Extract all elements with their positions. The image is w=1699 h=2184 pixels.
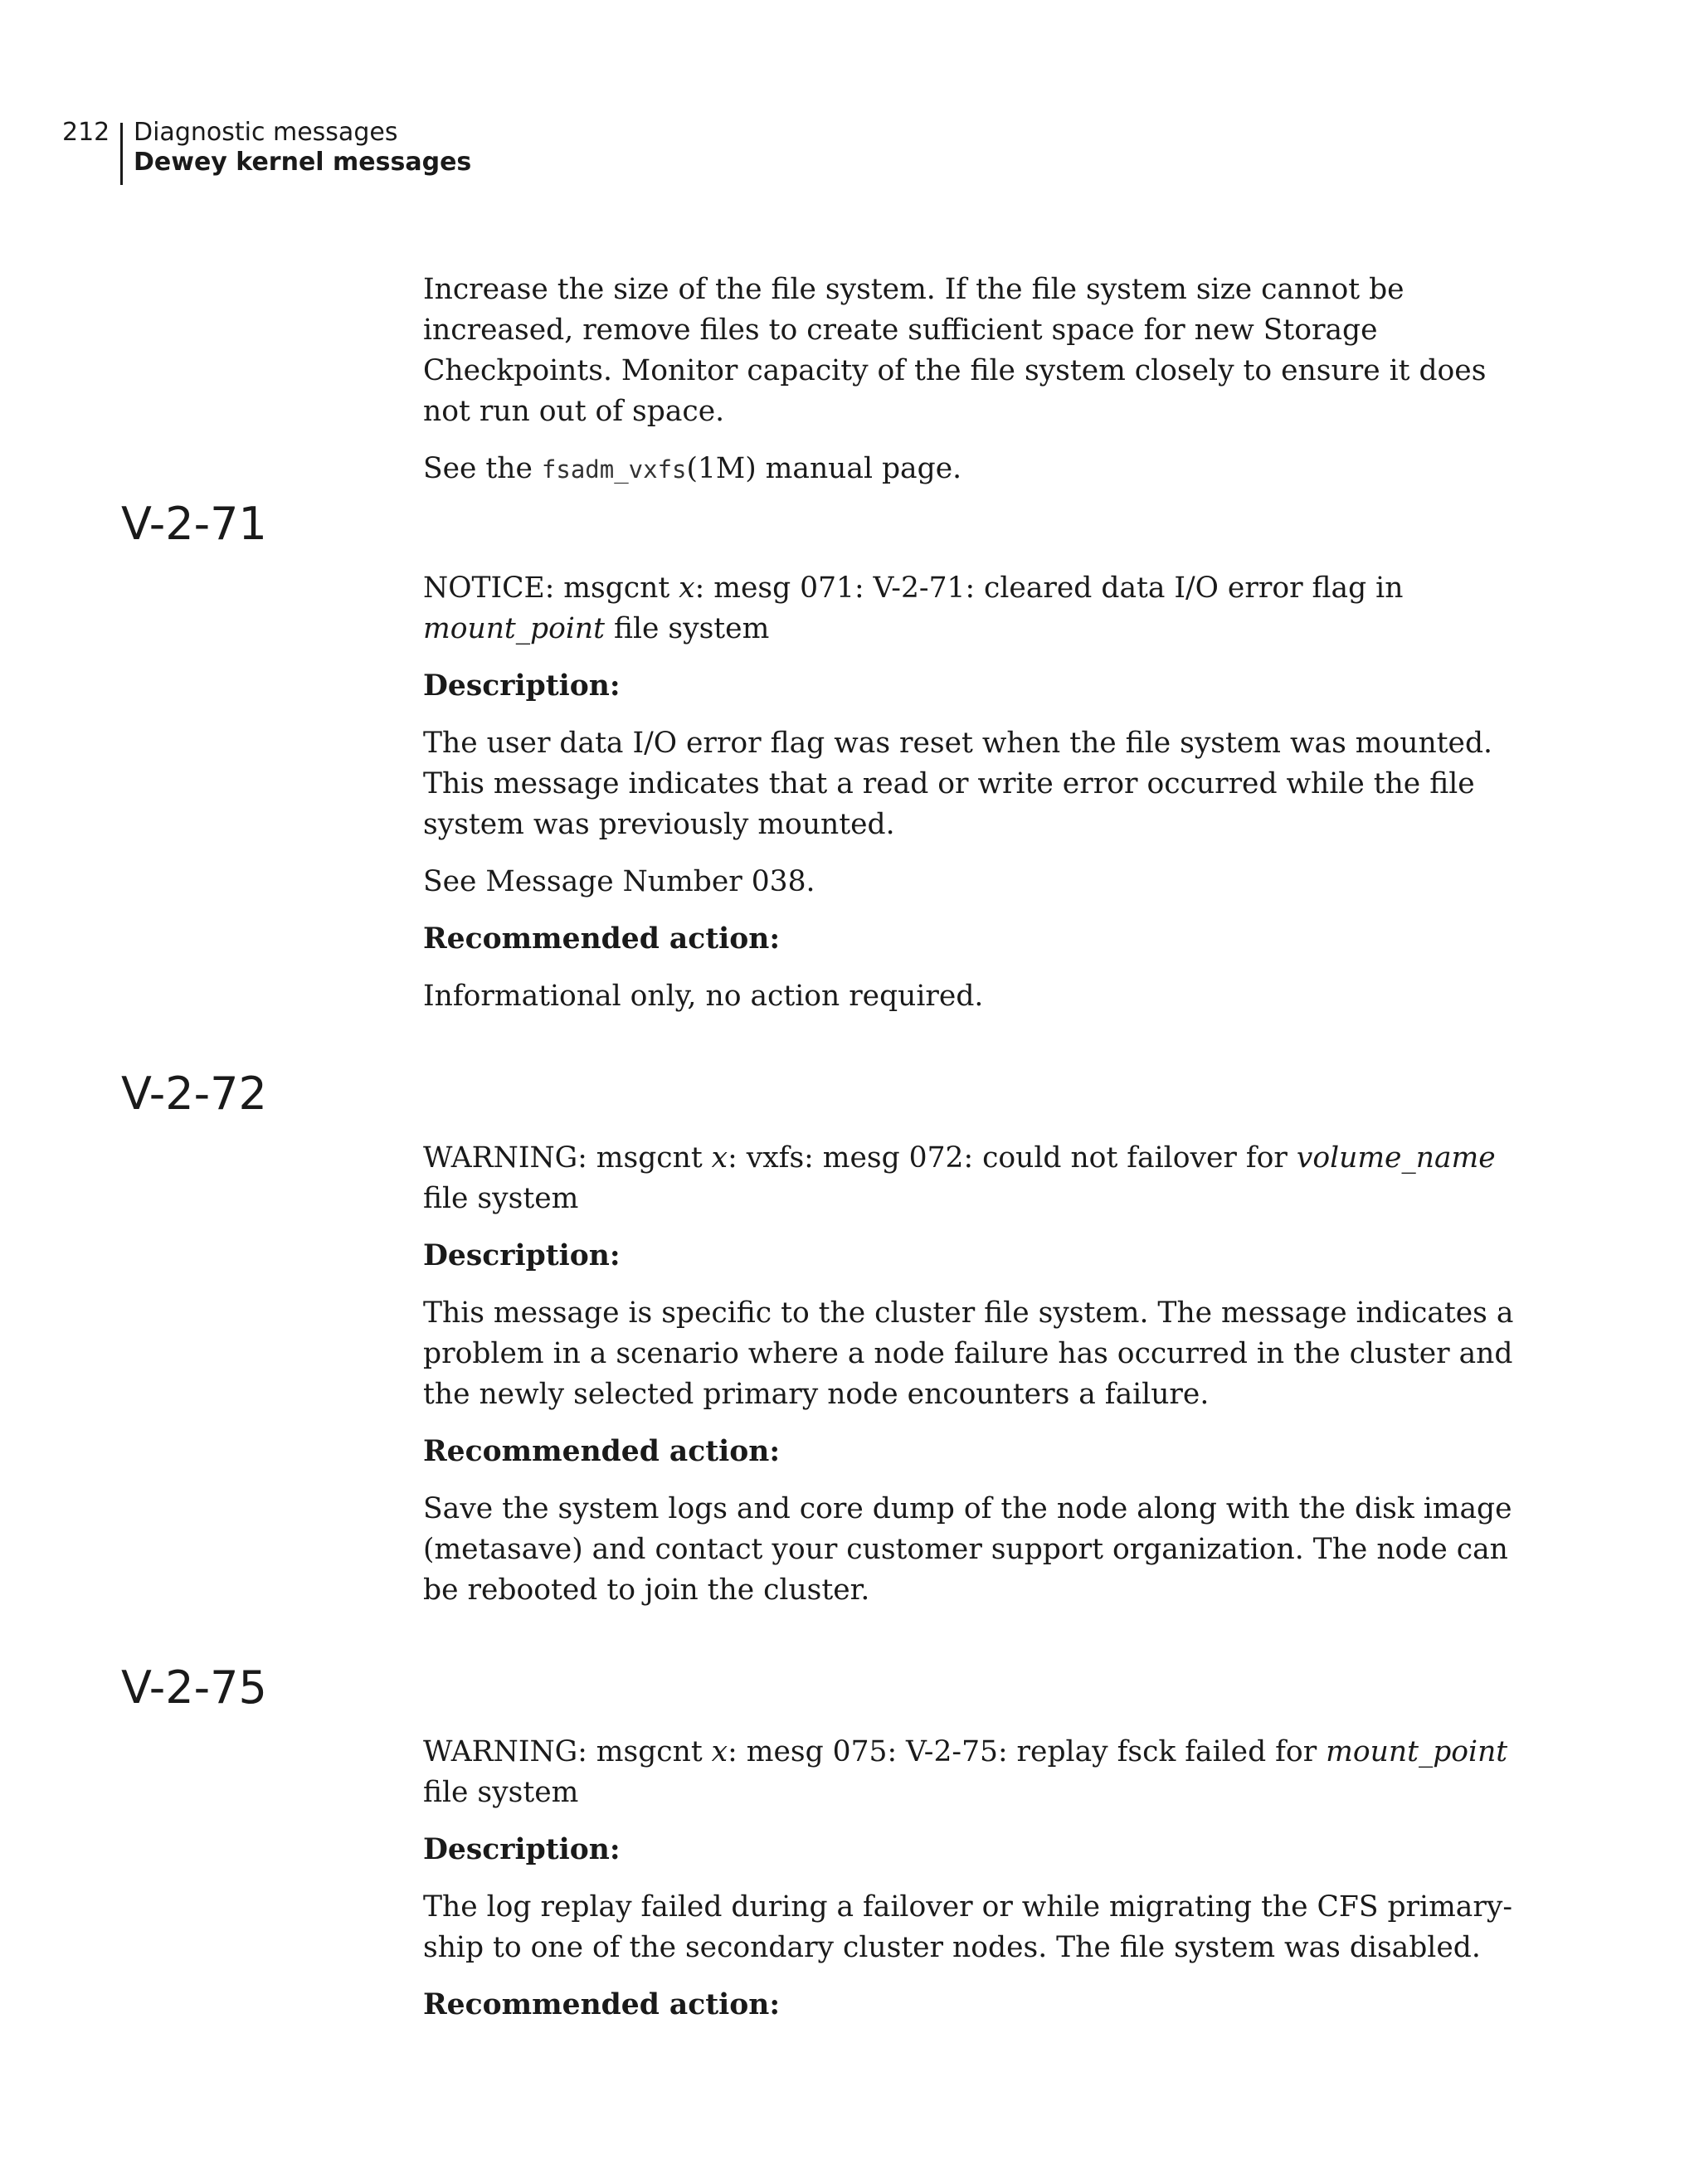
description-text: This message is specific to the cluster file system. The message indicates a problem in a scenario where a node failure has occurred in the cluster and the newly selected primary node encounters a failure. (423, 1296, 1514, 1411)
recommended-action-text: Save the system logs and core dump of the node along with the disk image (metasave) and contact your customer support organization. The node can be rebooted to join the cluster. (423, 1492, 1512, 1607)
description-text: The user data I/O error flag was reset when the file system was mounted. This message indicates that a read or write error occurred while the file system was previously mounted. (423, 727, 1492, 841)
header-divider (120, 123, 123, 185)
recommended-action-label: Recommended action: (423, 1988, 781, 2021)
message-id-heading: V-2-72 (121, 1068, 267, 1120)
description-text: The log replay failed during a failover or while migrating the CFS primary-ship to one of the secondary cluster nodes. The file system was disabled. (423, 1890, 1513, 1964)
command-name: fsadm_vxfs (541, 455, 687, 484)
message-block (423, 1138, 1518, 1627)
recommended-action-label: Recommended action: (423, 1435, 781, 1468)
message-block (423, 1732, 1518, 2042)
message-id-heading: V-2-75 (121, 1661, 267, 1714)
message-text: WARNING: msgcnt x: vxfs: mesg 072: could not failover for volume_name file system (423, 1141, 1496, 1215)
section-title: Dewey kernel messages (134, 148, 472, 177)
message-block (423, 568, 1518, 1034)
message-text: NOTICE: msgcnt x: mesg 071: V-2-71: cleared data I/O error flag in mount_point file system (423, 572, 1404, 645)
intro-paragraph: Increase the size of the file system. If the file system size cannot be increased, remove files to create sufficient space for new Storage Checkpoints. Monitor capacity of the file system closely to ensure it does not run out of space. (423, 273, 1487, 428)
intro-block (423, 270, 1518, 507)
description-label: Description: (423, 1833, 621, 1866)
recommended-action-text: Informational only, no action required. (423, 980, 984, 1013)
page-number: 212 (62, 118, 110, 147)
message-id-heading: V-2-71 (121, 498, 267, 550)
recommended-action-label: Recommended action: (423, 922, 781, 956)
description-label: Description: (423, 669, 621, 703)
see-also-text: See Message Number 038. (423, 865, 815, 898)
see-manual-page: See the fsadm_vxfs(1M) manual page. (423, 452, 962, 485)
header-titles (134, 118, 471, 178)
description-label: Description: (423, 1239, 621, 1272)
message-text: WARNING: msgcnt x: mesg 075: V-2-75: replay fsck failed for mount_point file system (423, 1735, 1508, 1809)
chapter-title: Diagnostic messages (134, 118, 398, 147)
